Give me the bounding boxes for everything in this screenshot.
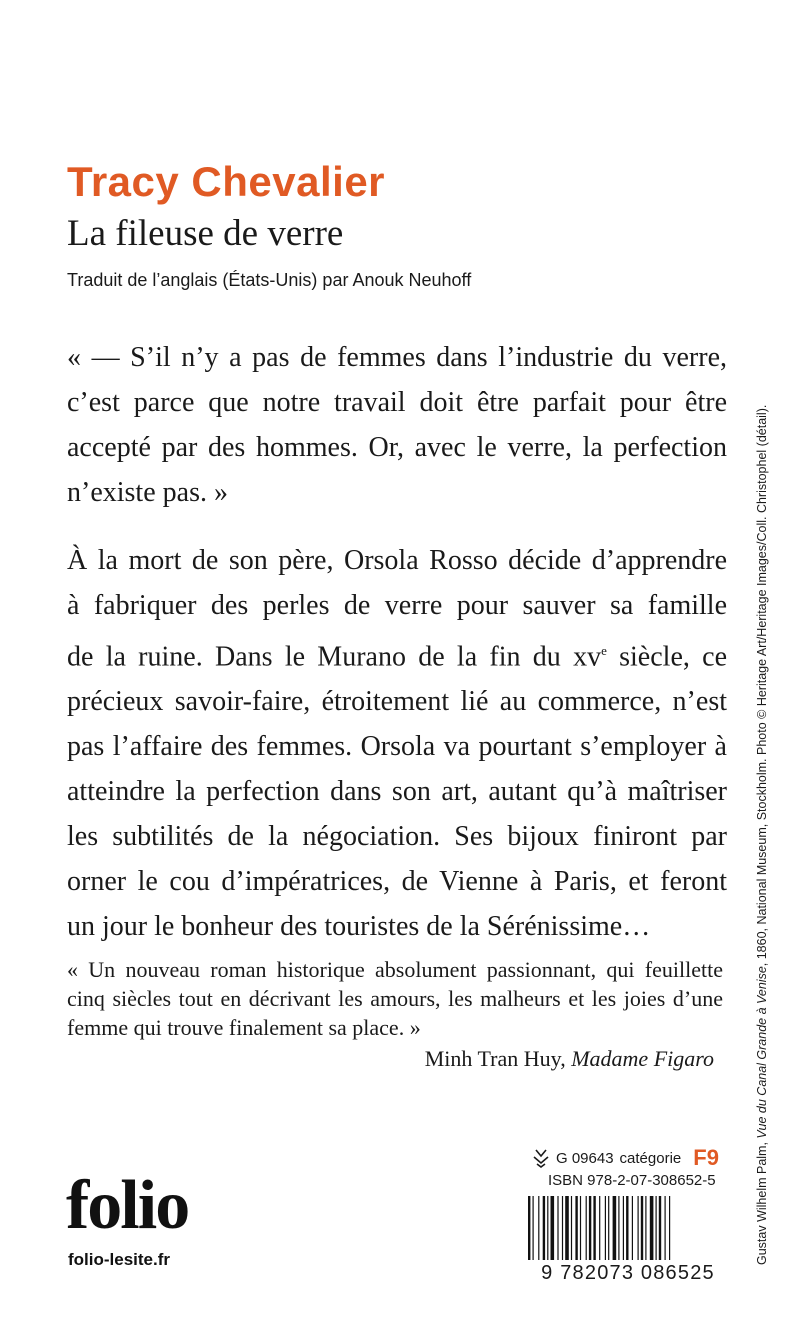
barcode-bar [632, 1196, 633, 1260]
barcode-bar [626, 1196, 628, 1260]
price-category: F9 [693, 1145, 719, 1170]
barcode-bar [580, 1196, 581, 1260]
barcode-bar [665, 1196, 666, 1260]
credit-painting: Vue du Canal Grande à Venise [755, 966, 769, 1139]
press-review [67, 955, 723, 1042]
barcode-bar [589, 1196, 591, 1260]
credit-painter: Gustav Wilhelm Palm, [755, 1138, 769, 1265]
synopsis-line: un jour le bonheur des touristes de la Sérénissime… [67, 911, 651, 943]
barcode-bar [623, 1196, 624, 1260]
translator-credit: Traduit de l’anglais (États-Unis) par Anouk Neuhoff [67, 270, 472, 290]
barcode-bar [618, 1196, 619, 1260]
quote-line: c’est parce que notre travail doit être parfait pour être [67, 387, 727, 418]
category-row [532, 1145, 719, 1171]
opening-quote [67, 335, 727, 515]
barcode-bar [656, 1196, 657, 1260]
isbn-number: ISBN 978-2-07-308652-5 [548, 1172, 716, 1189]
publisher-mark-icon [532, 1148, 550, 1168]
barcode-bar [599, 1196, 600, 1260]
review-publication: Madame Figaro [571, 1046, 714, 1071]
review-attribution [425, 1046, 714, 1072]
barcode-bar [538, 1196, 539, 1260]
barcode-bar [571, 1196, 572, 1260]
product-code: G 09643 [556, 1149, 614, 1167]
barcode-bar [575, 1196, 577, 1260]
synopsis-line [67, 628, 727, 679]
cover-credits [752, 404, 772, 1265]
barcode-bar [528, 1196, 530, 1260]
synopsis-line: pas l’affaire des femmes. Orsola va pourtant s’employer à [67, 731, 727, 763]
barcode-bar [562, 1196, 563, 1260]
review-line: « Un nouveau roman historique absolument passionnant, qui feuillette [67, 957, 723, 982]
barcode-bar [641, 1196, 643, 1260]
barcode-bar [659, 1196, 661, 1260]
synopsis-line: précieux savoir-faire, étroitement lié au commerce, n’est [67, 686, 727, 718]
barcode-bar [613, 1196, 617, 1260]
synopsis-line: atteindre la perfection dans son art, autant qu’à maîtriser [67, 776, 727, 808]
barcode-bar [650, 1196, 654, 1260]
synopsis [67, 538, 727, 949]
synopsis-text: de la ruine. Dans le Murano de la fin du [67, 641, 574, 673]
barcode-digits: 9 782073 086525 [541, 1262, 715, 1284]
quote-line: « — S’il n’y a pas de femmes dans l’industrie du verre, [67, 342, 727, 373]
publisher-website[interactable]: folio-lesite.fr [68, 1250, 171, 1269]
review-line: femme qui trouve finalement sa place. » [67, 1015, 421, 1040]
folio-logo: folio [66, 1167, 189, 1244]
category-label: catégorie [619, 1149, 682, 1167]
synopsis-line: les subtilités de la négociation. Ses bijoux finiront par [67, 821, 727, 853]
century-superscript: e [601, 643, 607, 658]
barcode-bar [605, 1196, 606, 1260]
reviewer-name: Minh Tran Huy, [424, 1046, 572, 1071]
barcode-bar [557, 1196, 558, 1260]
barcode-bar [638, 1196, 639, 1260]
barcode-bar [645, 1196, 646, 1260]
review-line: cinq siècles tout en décrivant les amours, les malheurs et les joies d’une [67, 986, 723, 1011]
barcode-bar [533, 1196, 534, 1260]
barcode-bar [543, 1196, 545, 1260]
quote-line: n’existe pas. » [67, 477, 228, 508]
barcode-bar [565, 1196, 569, 1260]
barcode-bar [586, 1196, 587, 1260]
barcode-bar [547, 1196, 548, 1260]
quote-line: accepté par des hommes. Or, avec le verre, la perfection [67, 432, 727, 463]
barcode-bar [669, 1196, 670, 1260]
author-name: Tracy Chevalier [67, 158, 386, 205]
synopsis-line: À la mort de son père, Orsola Rosso décide d’apprendre [67, 545, 727, 576]
barcode-icon [526, 1196, 730, 1260]
century-numeral: xv [573, 641, 602, 673]
synopsis-line: à fabriquer des perles de verre pour sauver sa famille [67, 590, 727, 621]
credit-rest: , 1860, National Museum, Stockholm. Photo © Heritage Art/Heritage Images/Coll. Christophel (détail). [755, 404, 769, 967]
barcode-bar [608, 1196, 609, 1260]
barcode-bar [551, 1196, 555, 1260]
synopsis-line: orner le cou d’impératrices, de Vienne à Paris, et feront [67, 866, 727, 898]
synopsis-text: siècle, ce [606, 641, 728, 673]
barcode-bar [593, 1196, 595, 1260]
book-title: La fileuse de verre [67, 213, 344, 254]
